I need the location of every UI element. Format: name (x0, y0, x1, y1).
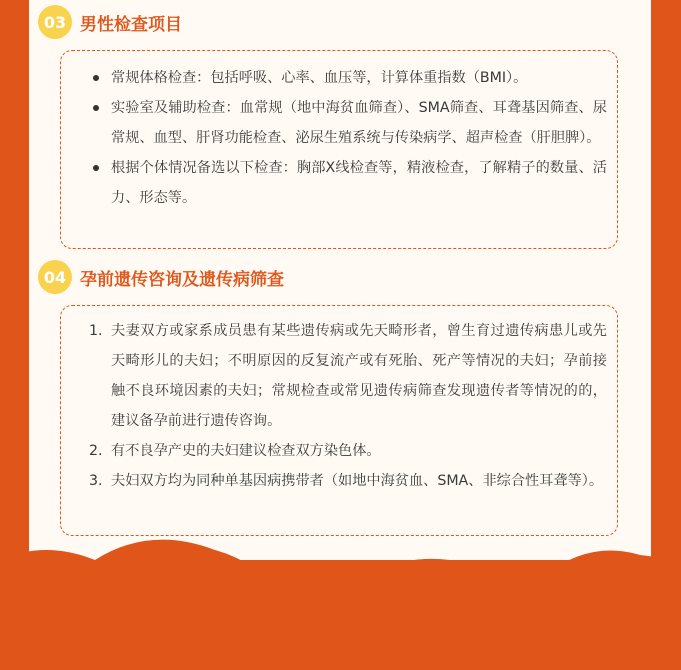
list-item: 1. 夫妻双方或家系成员患有某些遗传病或先天畸形者，曾生育过遗传病患儿或先天畸形儿的夫妇；不明原因的反复流产或有死胎、死产等情况的夫妇；孕前接触不良环境因素的夫妇；常规检查或常见遗传病筛查发现遗传者等情况的的，建议备孕前进行遗传咨询。 (89, 323, 607, 429)
section-title: 孕前遗传咨询及遗传病筛查 (80, 269, 284, 290)
list-item: 常规体格检查：包括呼吸、心率、血压等，计算体重指数（BMI）。 (111, 63, 607, 93)
male-checkup-box (60, 50, 618, 249)
list-item: 2. 有不良孕产史的夫妇建议检查双方染色体。 (89, 443, 381, 459)
bullet-list (111, 63, 607, 213)
section-header-04 (38, 260, 284, 294)
list-item: 3. 夫妇双方均为同种单基因病携带者（如地中海贫血、SMA、非综合性耳聋等）。 (89, 473, 604, 489)
section-header-03 (38, 5, 182, 39)
section-title: 男性检查项目 (80, 14, 182, 35)
section-number-badge: 03 (38, 5, 72, 39)
bullet-dot (93, 105, 99, 111)
bullet-dot (93, 165, 99, 171)
numbered-list (89, 316, 607, 496)
bullet-dot (93, 75, 99, 81)
genetic-counseling-box (60, 305, 618, 536)
scalloped-wave-decoration (0, 520, 681, 670)
list-item: 根据个体情况备选以下检查：胸部X线检查等，精液检查，了解精子的数量、活力、形态等。 (111, 153, 607, 213)
section-number-badge: 04 (38, 260, 72, 294)
list-item: 实验室及辅助检查：血常规（地中海贫血筛查）、SMA筛查、耳聋基因筛查、尿常规、血型、肝肾功能检查、泌尿生殖系统与传染病学、超声检查（肝胆脾）。 (111, 93, 607, 153)
